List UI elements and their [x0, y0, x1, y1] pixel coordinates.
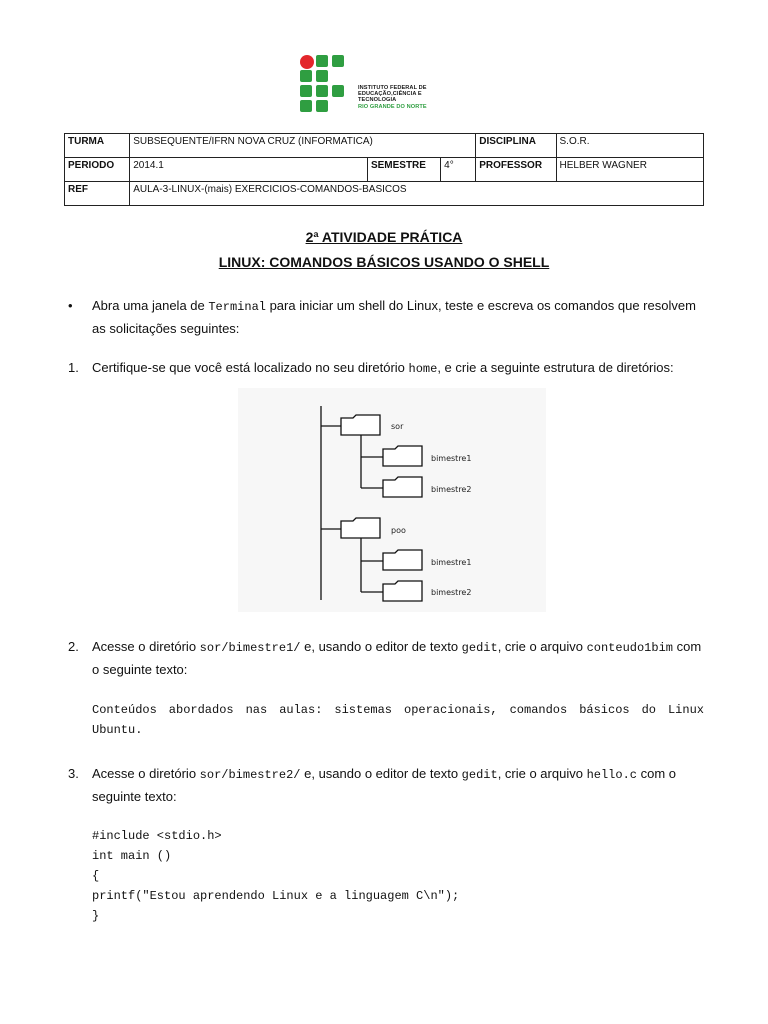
intro-paragraph [92, 295, 707, 340]
periodo-label: PERIODO [65, 158, 130, 182]
folder-sor-bimestre1 [383, 446, 422, 466]
logo-line-2: EDUCAÇÃO,CIÊNCIA E TECNOLOGIA [358, 91, 422, 104]
professor-label: PROFESSOR [476, 158, 556, 182]
item-2-code-dir: sor/bimestre1/ [199, 641, 301, 655]
bullet-marker: • [68, 298, 73, 313]
folder-poo-bimestre2 [383, 581, 422, 601]
item-1-number: 1. [68, 360, 79, 375]
disciplina-value: S.O.R. [556, 134, 703, 158]
item-2-text-d: com o seguinte texto: [92, 639, 702, 677]
semestre-value: 4° [441, 158, 476, 182]
folder-sor [341, 415, 380, 435]
header-row-turma [65, 134, 704, 158]
code-line: #include <stdio.h> [92, 829, 222, 843]
header-row-periodo [65, 158, 704, 182]
logo-line-1: INSTITUTO FEDERAL DE [358, 85, 427, 91]
item-3-paragraph [92, 763, 707, 808]
label-sor-bimestre2: bimestre2 [431, 485, 472, 494]
logo-square [300, 100, 312, 112]
logo-square [316, 100, 328, 112]
item-3-text-d: com o seguinte texto: [92, 766, 676, 804]
item-2-number: 2. [68, 639, 79, 654]
folder-sor-bimestre2 [383, 477, 422, 497]
intro-text-a: Abra uma janela de [92, 298, 209, 313]
item-1-paragraph [92, 357, 707, 380]
ref-value: AULA-3-LINUX-(mais) EXERCICIOS-COMANDOS-BASICOS [130, 182, 704, 206]
item-2-code-gedit: gedit [461, 641, 498, 655]
code-line: } [92, 909, 100, 923]
activity-title: 2ª ATIVIDADE PRÁTICA [305, 229, 463, 245]
logo-text [358, 85, 460, 110]
code-line: int main () [92, 849, 172, 863]
logo-square [316, 85, 328, 97]
label-poo-bimestre1: bimestre1 [431, 558, 472, 567]
logo-square [300, 70, 312, 82]
folder-poo [341, 518, 380, 538]
item-2-text-b: e, usando o editor de texto [300, 639, 462, 654]
item-3-code-gedit: gedit [461, 768, 498, 782]
item-3-text-c: , crie o arquivo [497, 766, 587, 781]
logo-line-3: RIO GRANDE DO NORTE [358, 103, 427, 110]
code-line: printf("Estou aprendendo Linux e a linguagem C\n"); [92, 889, 460, 903]
periodo-value: 2014.1 [130, 158, 368, 182]
label-poo-bimestre2: bimestre2 [431, 588, 472, 597]
label-sor-bimestre1: bimestre1 [431, 454, 472, 463]
item-1-text-a: Certifique-se que você está localizado no seu diretório [92, 360, 409, 375]
item-2-paragraph [92, 636, 707, 681]
item-3-code-file: hello.c [586, 768, 637, 782]
ref-label: REF [65, 182, 130, 206]
header-row-ref [65, 182, 704, 206]
item-1-text-b: , e crie a seguinte estrutura de diretórios: [437, 360, 674, 375]
item-3-number: 3. [68, 766, 79, 781]
semestre-label: SEMESTRE [367, 158, 440, 182]
item-3-text-a: Acesse o diretório [92, 766, 200, 781]
item-3-code-block [92, 826, 459, 926]
intro-text-b: para iniciar um shell do Linux, teste e escreva os comandos que resolvem as solicitações seguintes: [92, 298, 696, 336]
ifrn-logo [300, 55, 460, 113]
disciplina-label: DISCIPLINA [476, 134, 556, 158]
header-table [64, 133, 704, 206]
item-3-code-dir: sor/bimestre2/ [199, 768, 301, 782]
intro-code-terminal: Terminal [208, 300, 266, 314]
item-2-text-a: Acesse o diretório [92, 639, 200, 654]
logo-square [332, 55, 344, 67]
logo-square [316, 55, 328, 67]
item-3-text-b: e, usando o editor de texto [300, 766, 462, 781]
logo-square [332, 85, 344, 97]
professor-value: HELBER WAGNER [556, 158, 703, 182]
item-2-code-file: conteudo1bim [586, 641, 673, 655]
activity-subtitle: LINUX: COMANDOS BÁSICOS USANDO O SHELL [218, 254, 550, 270]
logo-red-dot [300, 55, 314, 69]
logo-square [300, 85, 312, 97]
turma-label: TURMA [65, 134, 130, 158]
code-line: { [92, 869, 100, 883]
turma-value: SUBSEQUENTE/IFRN NOVA CRUZ (INFORMATICA) [130, 134, 476, 158]
label-sor: sor [391, 422, 404, 431]
item-2-text-c: , crie o arquivo [497, 639, 587, 654]
item-2-file-content: Conteúdos abordados nas aulas: sistemas operacionais, comandos básicos do Linux Ubuntu. [92, 703, 704, 737]
logo-square [316, 70, 328, 82]
folder-poo-bimestre1 [383, 550, 422, 570]
item-1-code-home: home [408, 362, 438, 376]
label-poo: poo [391, 526, 406, 535]
directory-tree-diagram [238, 388, 546, 612]
